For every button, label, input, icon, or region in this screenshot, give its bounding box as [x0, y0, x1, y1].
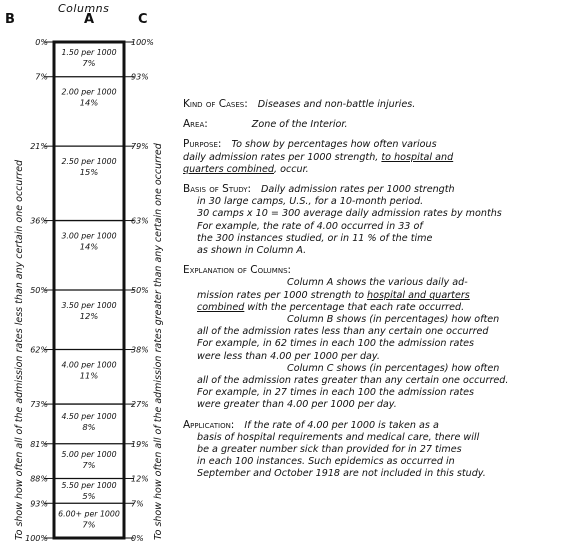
- explanation-b-4: were less than 4.00 per 1000 per day.: [197, 350, 380, 362]
- kind-of-cases: [183, 98, 571, 111]
- rate-label: 3.00 per 1000: [61, 231, 117, 241]
- column-c-label: 27%: [131, 400, 149, 410]
- rate-percent-label: 5%: [82, 490, 96, 501]
- purpose-line-2a: daily admission rates per 1000 strength,: [183, 151, 379, 163]
- column-b-label: 88%: [30, 474, 48, 484]
- explanation-c-4: were greater than 4.00 per 1000 per day.: [197, 399, 397, 411]
- area-heading: Area:: [183, 118, 208, 131]
- purpose-line-1: To show by percentages how often various: [231, 139, 437, 151]
- column-b-letter: B: [5, 12, 15, 27]
- explanatory-text: [183, 98, 571, 488]
- explanation-heading: Explanation of Columns:: [183, 264, 292, 277]
- explanation-c-1: Column C shows (in percentages) how often: [287, 362, 500, 374]
- column-c-letter: C: [138, 12, 148, 27]
- rate-percent-label: 8%: [82, 422, 96, 433]
- basis-heading: Basis of Study:: [183, 183, 252, 196]
- column-c-label: 79%: [131, 142, 149, 152]
- column-c-label: 63%: [131, 216, 149, 226]
- basis-line-4: For example, the rate of 4.00 occurred in 33 of: [197, 220, 423, 232]
- explanation-a-1: Column A shows the various daily ad-: [287, 277, 468, 289]
- rate-label: 2.00 per 1000: [61, 87, 117, 97]
- rate-percent-label: 7%: [82, 459, 96, 470]
- basis-line-5: the 300 instances studied, or in 11 % of the time: [197, 232, 433, 244]
- kind-heading: Kind of Cases:: [183, 98, 248, 110]
- rate-percent-label: 14%: [79, 97, 99, 108]
- rate-label: 4.50 per 1000: [61, 412, 117, 422]
- column-b-label: 73%: [30, 400, 48, 410]
- area: [183, 118, 571, 131]
- column-c-label: 93%: [131, 72, 149, 82]
- columns-title: Columns: [58, 2, 110, 15]
- column-c-label: 38%: [131, 345, 149, 355]
- rate-percent-label: 15%: [79, 167, 99, 178]
- basis-line-2: in 30 large camps, U.S., for a 10-month period.: [197, 196, 424, 208]
- column-b-label: 81%: [30, 439, 48, 449]
- area-body: Zone of the Interior.: [251, 119, 348, 131]
- rate-percent-label: 7%: [82, 58, 96, 69]
- application-line-2: basis of hospital requirements and medical care, there will: [197, 431, 480, 443]
- purpose-line-3a: quarters combined: [183, 163, 274, 175]
- rate-percent-label: 11%: [79, 370, 99, 381]
- purpose-line-3b: , occur.: [273, 163, 309, 175]
- column-b-label: 93%: [30, 499, 48, 509]
- explanation-b-3: For example, in 62 times in each 100 the admission rates: [197, 338, 474, 350]
- column-c-label: 50%: [131, 286, 149, 295]
- column-c-label: 19%: [131, 439, 149, 449]
- explanation-of-columns: [183, 264, 571, 411]
- explanation-a-2a: mission rates per 1000 strength to: [197, 289, 364, 301]
- purpose-line-2b: to hospital and: [381, 151, 454, 163]
- column-c-label: 12%: [131, 474, 149, 484]
- purpose-heading: Purpose:: [183, 138, 222, 151]
- column-b-label: 50%: [30, 286, 48, 295]
- column-a-letter: A: [84, 12, 95, 27]
- column-b-label: 7%: [35, 72, 48, 82]
- application: [183, 419, 571, 481]
- rate-label: 3.50 per 1000: [61, 301, 117, 310]
- column-b-label: 21%: [30, 142, 48, 152]
- explanation-a-2b: hospital and quarters: [367, 289, 470, 301]
- rate-percent-label: 14%: [79, 241, 99, 252]
- column-b-label: 62%: [30, 345, 48, 355]
- column-c-label: 7%: [131, 499, 144, 509]
- application-heading: Application:: [183, 418, 235, 431]
- rate-label: 6.00+ per 1000: [58, 509, 120, 519]
- rate-label: 5.50 per 1000: [61, 480, 117, 490]
- explanation-c-3: For example, in 27 times in each 100 the admission rates: [197, 387, 474, 399]
- column-b-label: 36%: [30, 216, 48, 226]
- basis-line-1: Daily admission rates per 1000 strength: [261, 184, 455, 196]
- application-line-1: If the rate of 4.00 per 1000 is taken as a: [244, 419, 439, 431]
- application-line-5: September and October 1918 are not included in this study.: [197, 468, 486, 480]
- right-vertical-label: To show how often all of the admission rates greater than any certain one occurred: [153, 143, 164, 540]
- explanation-a-3a: combined: [197, 301, 245, 313]
- rate-label: 4.00 per 1000: [61, 360, 117, 370]
- column-c-label: 0%: [131, 534, 144, 543]
- application-line-4: in each 100 instances. Such epidemics as occurred in: [197, 456, 455, 468]
- explanation-b-1: Column B shows (in percentages) how often: [287, 314, 500, 326]
- column-b-label: 100%: [25, 534, 48, 543]
- basis-line-3: 30 camps x 10 = 300 average daily admission rates by months: [197, 208, 502, 220]
- explanation-b-2: all of the admission rates less than any certain one occurred: [197, 326, 489, 338]
- rate-label: 2.50 per 1000: [61, 157, 117, 167]
- explanation-a-3b: with the percentage that each rate occurred.: [247, 301, 465, 313]
- basis-line-6: as shown in Column A.: [197, 245, 307, 257]
- rate-percent-label: 12%: [79, 311, 99, 321]
- rate-label: 5.00 per 1000: [61, 449, 117, 459]
- column-b-label: 0%: [35, 38, 48, 47]
- application-line-3: be a greater number sick than provided for in 27 times: [197, 444, 462, 456]
- purpose: [183, 138, 571, 176]
- rate-percent-label: 7%: [82, 519, 96, 530]
- left-vertical-label: To show how often all of the admission rates less than any certain one occurred: [14, 159, 25, 540]
- kind-body: Diseases and non-battle injuries.: [257, 99, 416, 110]
- column-c-label: 100%: [131, 38, 154, 47]
- basis-of-study: [183, 183, 571, 257]
- rate-label: 1.50 per 1000: [61, 48, 117, 58]
- explanation-c-2: all of the admission rates greater than any certain one occurred.: [197, 375, 509, 387]
